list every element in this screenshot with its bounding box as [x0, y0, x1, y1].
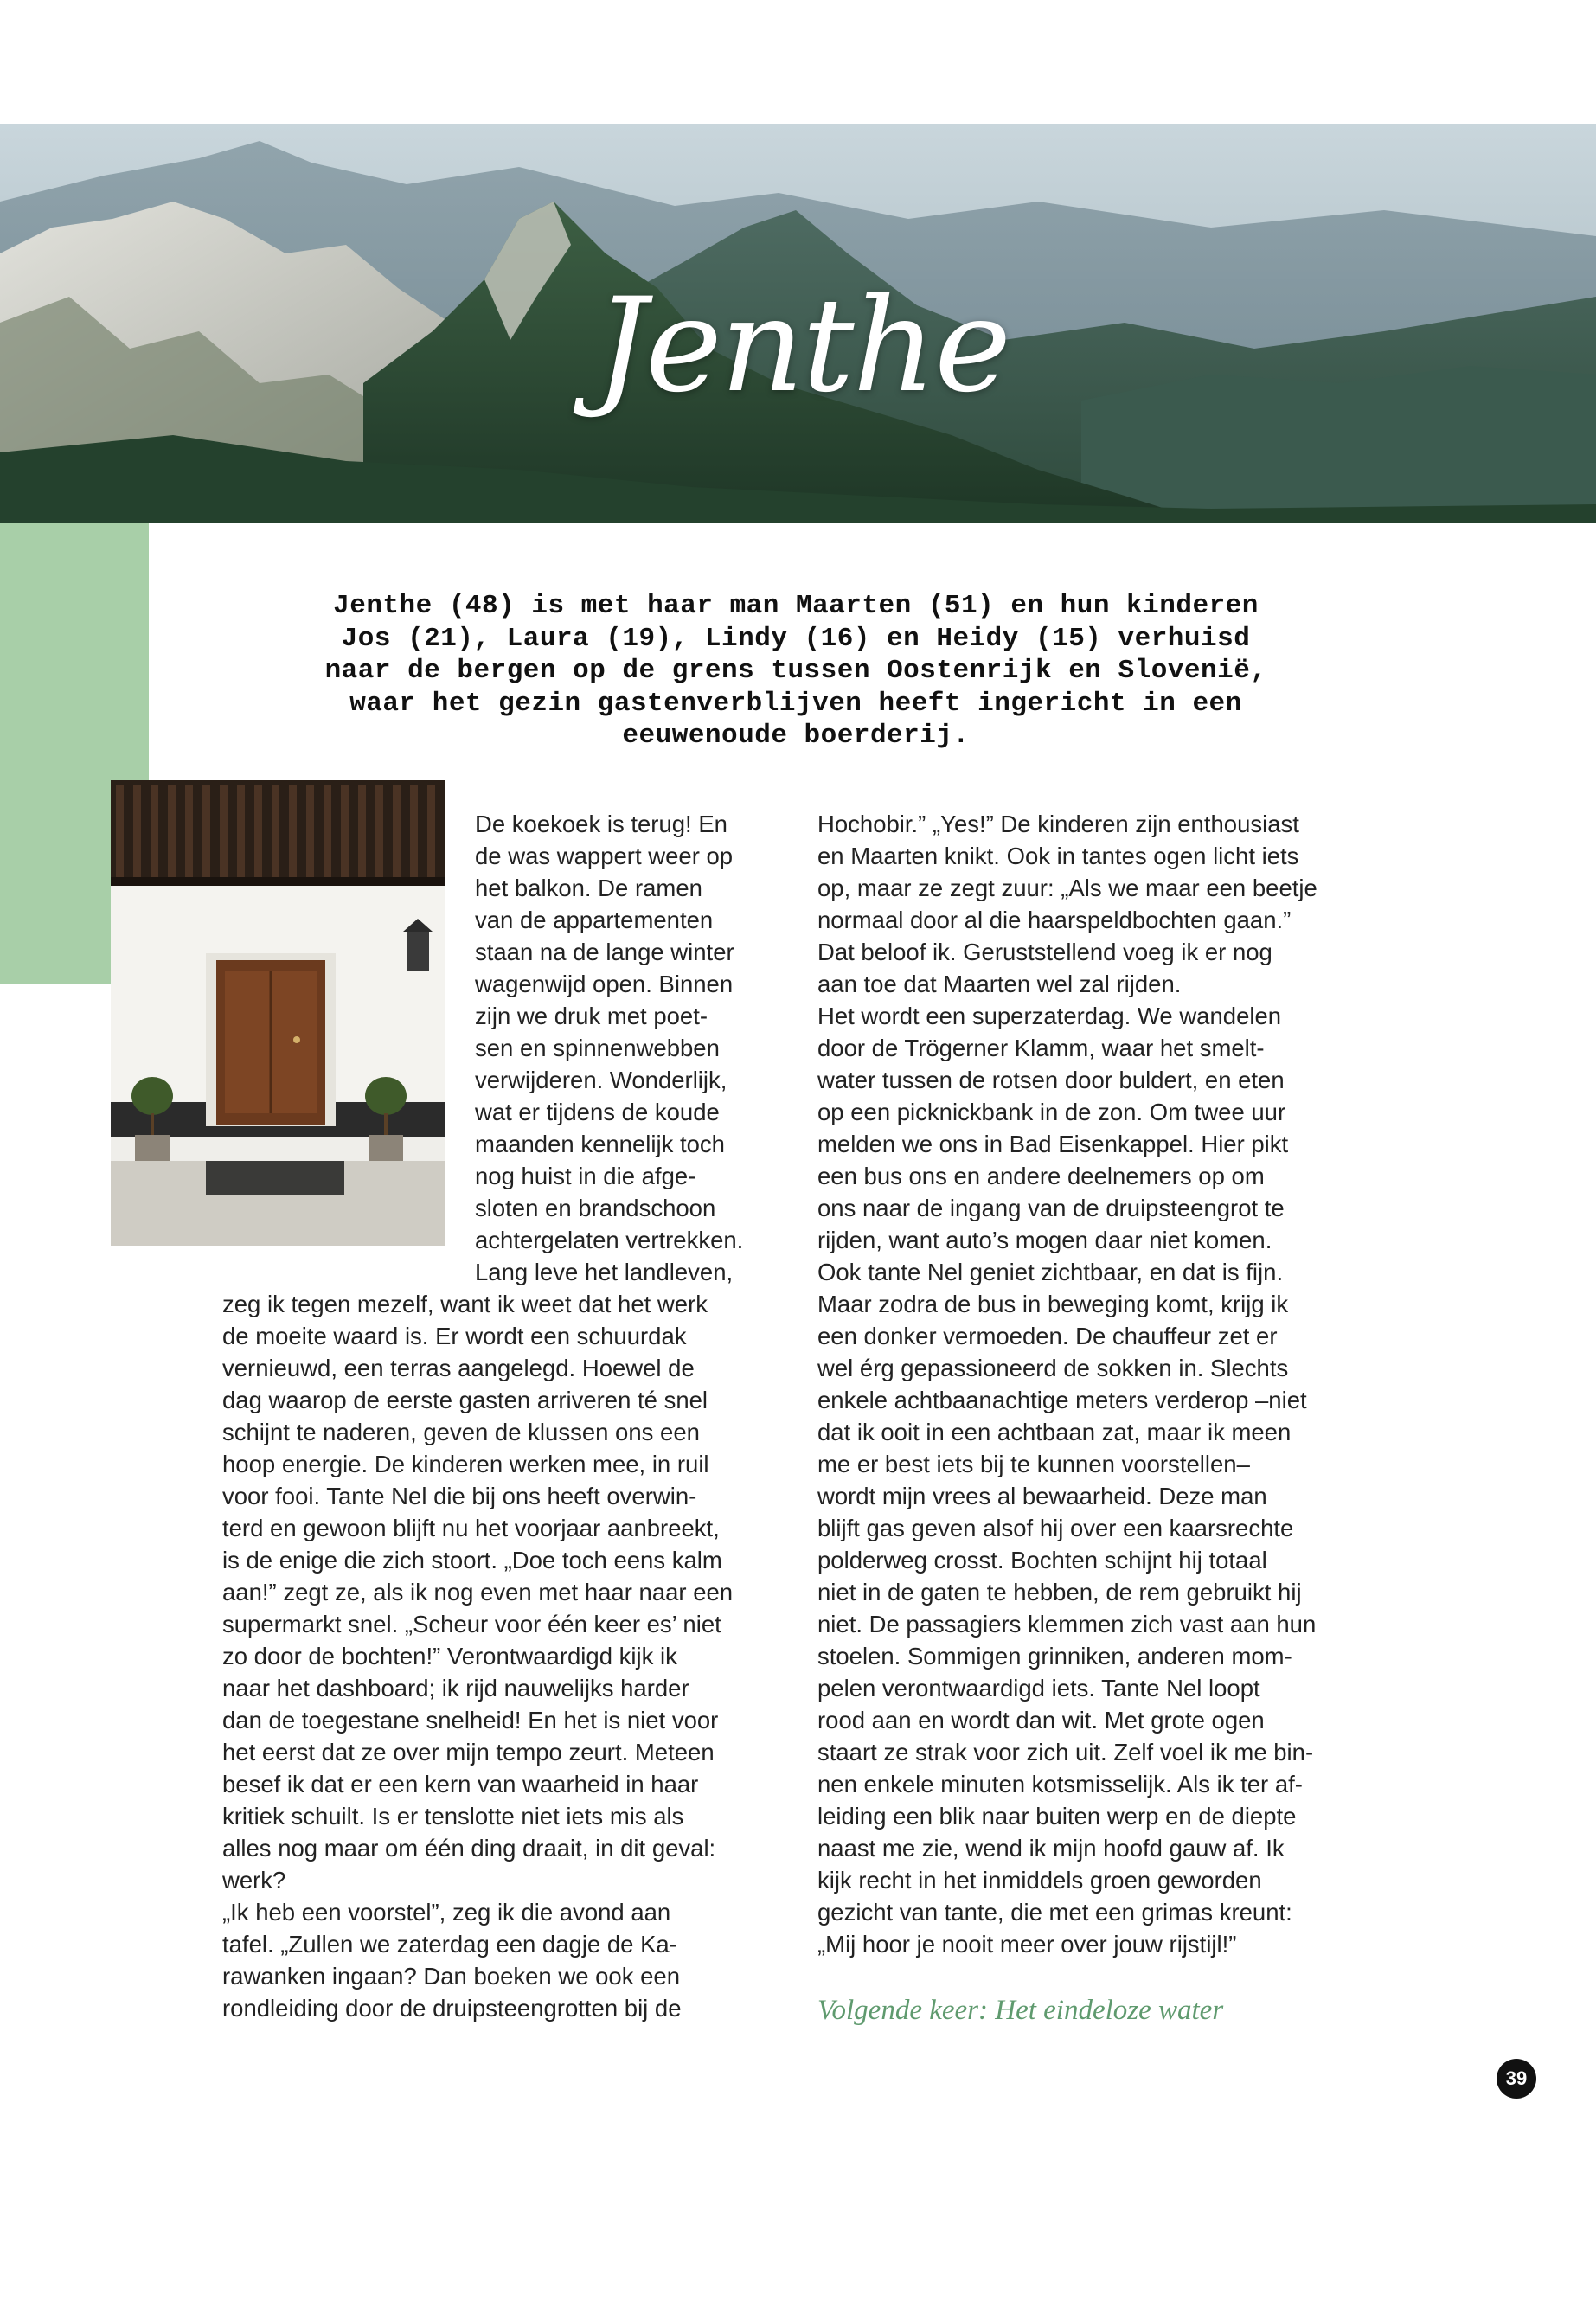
text-line: staart ze strak voor zich uit. Zelf voel ik me bin-: [817, 1739, 1314, 1766]
text-line: tafel. „Zullen we zaterdag een dagje de Ka-: [222, 1931, 677, 1958]
text-line: normaal door al die haarspeldbochten gaan.”: [817, 907, 1292, 933]
intro-line: eeuwenoude boerderij.: [622, 721, 970, 751]
text-line: pelen verontwaardigd iets. Tante Nel loopt: [817, 1675, 1260, 1702]
text-line: de moeite waard is. Er wordt een schuurdak: [222, 1323, 687, 1349]
text-line: alles nog maar om één ding draait, in dit geval:: [222, 1835, 716, 1862]
text-line: supermarkt snel. „Scheur voor één keer es’ niet: [222, 1611, 721, 1638]
text-line: Dat beloof ik. Geruststellend voeg ik er nog: [817, 939, 1272, 965]
text-line: zeg ik tegen mezelf, want ik weet dat het werk: [222, 1291, 708, 1317]
text-line: leiding een blik naar buiten werp en de diepte: [817, 1803, 1297, 1830]
text-line: verwijderen. Wonderlijk,: [475, 1067, 727, 1093]
text-line: naast me zie, wend ik mijn hoofd gauw af. Ik: [817, 1835, 1285, 1862]
text-line: besef ik dat er een kern van waarheid in haar: [222, 1771, 699, 1798]
text-line: en Maarten knikt. Ook in tantes ogen licht iets: [817, 843, 1299, 869]
text-line: staan na de lange winter: [475, 939, 734, 965]
article-column-wrap: [475, 808, 743, 1288]
text-line: enkele achtbaanachtige meters verderop –niet: [817, 1387, 1307, 1413]
text-line: Hochobir.” „Yes!” De kinderen zijn enthousiast: [817, 811, 1299, 837]
text-line: een donker vermoeden. De chauffeur zet er: [817, 1323, 1278, 1349]
intro-line: waar het gezin gastenverblijven heeft ingericht in een: [349, 688, 1242, 719]
text-line: aan toe dat Maarten wel zal rijden.: [817, 971, 1182, 997]
text-line: maanden kennelijk toch: [475, 1131, 725, 1157]
text-line: naar het dashboard; ik rijd nauwelijks harder: [222, 1675, 689, 1702]
text-line: rijden, want auto’s mogen daar niet komen.: [817, 1227, 1272, 1253]
text-line: water tussen de rotsen door buldert, en eten: [817, 1067, 1285, 1093]
page-number: 39: [1497, 2059, 1536, 2099]
text-line: wagenwijd open. Binnen: [475, 971, 734, 997]
text-line: dan de toegestane snelheid! En het is niet voor: [222, 1707, 719, 1734]
text-line: me er best iets bij te kunnen voorstellen–: [817, 1451, 1250, 1477]
text-line: van de appartementen: [475, 907, 714, 933]
text-line: terd en gewoon blijft nu het voorjaar aanbreekt,: [222, 1515, 720, 1541]
text-line: zo door de bochten!” Verontwaardigd kijk ik: [222, 1643, 677, 1670]
text-line: wat er tijdens de koude: [475, 1099, 720, 1125]
text-line: voor fooi. Tante Nel die bij ons heeft overwin-: [222, 1483, 697, 1509]
article-column-1: [222, 1288, 733, 2024]
text-line: werk?: [222, 1867, 286, 1894]
article-column-2: [817, 808, 1317, 1960]
text-line: op een picknickbank in de zon. Om twee uur: [817, 1099, 1286, 1125]
text-line: stoelen. Sommigen grinniken, anderen mom-: [817, 1643, 1292, 1670]
text-line: wel érg gepassioneerd de sokken in. Slechts: [817, 1355, 1289, 1381]
farmhouse-door-photo: [111, 780, 445, 1246]
text-line: schijnt te naderen, geven de klussen ons een: [222, 1419, 700, 1445]
text-line: Lang leve het landleven,: [475, 1259, 734, 1285]
text-line: Ook tante Nel geniet zichtbaar, en dat is fijn.: [817, 1259, 1284, 1285]
text-line: melden we ons in Bad Eisenkappel. Hier pikt: [817, 1131, 1289, 1157]
text-line: vernieuwd, een terras aangelegd. Hoewel de: [222, 1355, 695, 1381]
intro-line: Jenthe (48) is met haar man Maarten (51) en hun kinderen: [333, 591, 1259, 621]
intro-line: naar de bergen op de grens tussen Oostenrijk en Slovenië,: [324, 656, 1267, 686]
text-line: „Ik heb een voorstel”, zeg ik die avond aan: [222, 1899, 671, 1926]
text-line: polderweg crosst. Bochten schijnt hij totaal: [817, 1547, 1267, 1574]
text-line: een bus ons en andere deelnemers op om: [817, 1163, 1265, 1189]
text-line: nog huist in die afge-: [475, 1163, 696, 1189]
text-line: ons naar de ingang van de druipsteengrot te: [817, 1195, 1285, 1221]
text-line: achtergelaten vertrekken.: [475, 1227, 744, 1253]
text-line: hoop energie. De kinderen werken mee, in ruil: [222, 1451, 709, 1477]
text-line: rood aan en wordt dan wit. Met grote ogen: [817, 1707, 1265, 1734]
text-line: niet. De passagiers klemmen zich vast aan hun: [817, 1611, 1317, 1638]
article-title: Jenthe: [594, 271, 1010, 421]
text-line: Het wordt een superzaterdag. We wandelen: [817, 1003, 1282, 1029]
text-line: wordt mijn vrees al bewaarheid. Deze man: [817, 1483, 1267, 1509]
text-line: nen enkele minuten kotsmisselijk. Als ik ter af-: [817, 1771, 1303, 1798]
next-episode-teaser: Volgende keer: Het eindeloze water: [817, 1995, 1224, 2026]
text-line: Maar zodra de bus in beweging komt, krijg ik: [817, 1291, 1289, 1317]
text-line: gezicht van tante, die met een grimas kreunt:: [817, 1899, 1292, 1926]
text-line: het eerst dat ze over mijn tempo zeurt. Meteen: [222, 1739, 715, 1766]
text-line: kritiek schuilt. Is er tenslotte niet iets mis als: [222, 1803, 684, 1830]
text-line: zijn we druk met poet-: [475, 1003, 708, 1029]
text-line: De koekoek is terug! En: [475, 811, 727, 837]
text-line: rawanken ingaan? Dan boeken we ook een: [222, 1963, 680, 1990]
text-line: rondleiding door de druipsteengrotten bij de: [222, 1995, 682, 2022]
text-line: door de Trögerner Klamm, waar het smelt-: [817, 1035, 1265, 1061]
intro-line: Jos (21), Laura (19), Lindy (16) en Heidy (15) verhuisd: [341, 623, 1251, 654]
text-line: dag waarop de eerste gasten arriveren té snel: [222, 1387, 708, 1413]
text-line: sen en spinnenwebben: [475, 1035, 720, 1061]
text-line: aan!” zegt ze, als ik nog even met haar naar een: [222, 1579, 734, 1606]
text-line: de was wappert weer op: [475, 843, 734, 869]
text-line: dat ik ooit in een achtbaan zat, maar ik meen: [817, 1419, 1292, 1445]
text-line: is de enige die zich stoort. „Doe toch eens kalm: [222, 1547, 722, 1574]
text-line: „Mij hoor je nooit meer over jouw rijstijl!”: [817, 1931, 1237, 1958]
text-line: kijk recht in het inmiddels groen geworden: [817, 1867, 1262, 1894]
text-line: niet in de gaten te hebben, de rem gebruikt hij: [817, 1579, 1302, 1606]
text-line: het balkon. De ramen: [475, 875, 702, 901]
text-line: sloten en brandschoon: [475, 1195, 716, 1221]
text-line: blijft gas geven alsof hij over een kaarsrechte: [817, 1515, 1294, 1541]
text-line: op, maar ze zegt zuur: „Als we maar een beetje: [817, 875, 1317, 901]
intro-lead: [277, 590, 1315, 753]
